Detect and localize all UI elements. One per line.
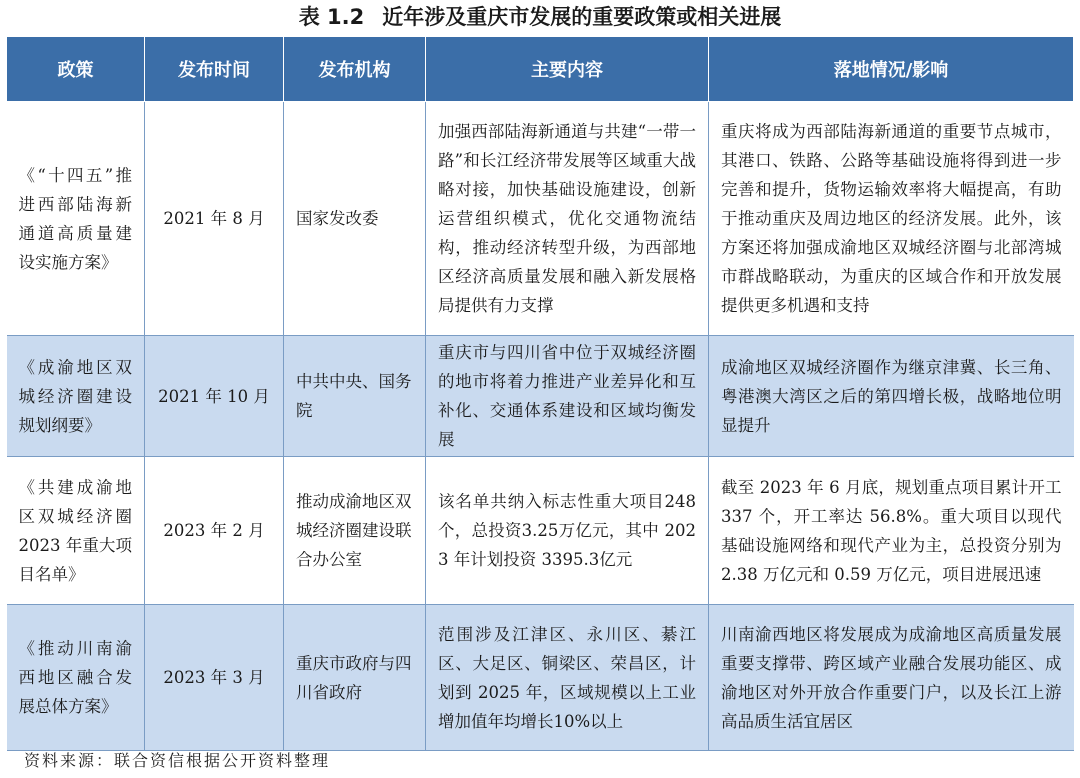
- cell-org: 中共中央、国务院: [284, 336, 426, 457]
- cell-impact: 川南渝西地区将发展成为成渝地区高质量发展重要支撑带、跨区域产业融合发展功能区、成渝地区对外开放合作重要门户，以及长江上游高品质生活宜居区: [709, 605, 1074, 751]
- cell-policy: 《共建成渝地区双城经济圈 2023 年重大项目名单》: [7, 457, 145, 605]
- header-policy: 政策: [7, 37, 145, 102]
- header-impact: 落地情况/影响: [709, 37, 1074, 102]
- table-title: 近年涉及重庆市发展的重要政策或相关进展: [382, 5, 782, 29]
- cell-org: 推动成渝地区双城经济圈建设联合办公室: [284, 457, 426, 605]
- header-time: 发布时间: [145, 37, 284, 102]
- cell-content: 加强西部陆海新通道与共建“一带一路”和长江经济带发展等区域重大战略对接，加快基础设施建设，创新运营组织模式，优化交通物流结构，推动经济转型升级，为西部地区经济高质量发展和融入新发展格局提供有力支撑: [426, 102, 709, 336]
- cell-time: 2023 年 3 月: [145, 605, 284, 751]
- cell-impact: 成渝地区双城经济圈作为继京津冀、长三角、粤港澳大湾区之后的第四增长极，战略地位明显提升: [709, 336, 1074, 457]
- cell-content: 重庆市与四川省中位于双城经济圈的地市将着力推进产业差异化和互补化、交通体系建设和区域均衡发展: [426, 336, 709, 457]
- cell-org: 重庆市政府与四川省政府: [284, 605, 426, 751]
- cell-impact: 截至 2023 年 6 月底，规划重点项目累计开工 337 个，开工率达 56.8%。重大项目以现代基础设施网络和现代产业为主，总投资分别为 2.38 万亿元和 0.59 万亿元，项目进展迅速: [709, 457, 1074, 605]
- header-content: 主要内容: [426, 37, 709, 102]
- header-row: [7, 37, 1074, 102]
- policy-table: [6, 36, 1074, 751]
- table-number: 表 1.2: [298, 5, 365, 29]
- cell-impact: 重庆将成为西部陆海新通道的重要节点城市，其港口、铁路、公路等基础设施将得到进一步完善和提升，货物运输效率将大幅提高，有助于推动重庆及周边地区的经济发展。此外，该方案还将加强成渝地区双城经济圈与北部湾城市群战略联动，为重庆的区域合作和开放发展提供更多机遇和支持: [709, 102, 1074, 336]
- cell-content: 该名单共纳入标志性重大项目248个，总投资3.25万亿元，其中 2023 年计划投资 3395.3亿元: [426, 457, 709, 605]
- source-note: 资料来源：联合资信根据公开资料整理: [24, 751, 331, 770]
- cell-time: 2023 年 2 月: [145, 457, 284, 605]
- table-row: [7, 336, 1074, 457]
- table-row: [7, 457, 1074, 605]
- cell-time: 2021 年 10 月: [145, 336, 284, 457]
- cell-content: 范围涉及江津区、永川区、綦江区、大足区、铜梁区、荣昌区，计划到 2025 年，区域规模以上工业增加值年均增长10%以上: [426, 605, 709, 751]
- cell-policy: 《成渝地区双城经济圈建设规划纲要》: [7, 336, 145, 457]
- cell-policy: 《推动川南渝西地区融合发展总体方案》: [7, 605, 145, 751]
- header-org: 发布机构: [284, 37, 426, 102]
- cell-policy: 《“十四五”推进西部陆海新通道高质量建设实施方案》: [7, 102, 145, 336]
- cell-time: 2021 年 8 月: [145, 102, 284, 336]
- table-row: [7, 605, 1074, 751]
- table-row: [7, 102, 1074, 336]
- cell-org: 国家发改委: [284, 102, 426, 336]
- table-caption: [0, 2, 1080, 32]
